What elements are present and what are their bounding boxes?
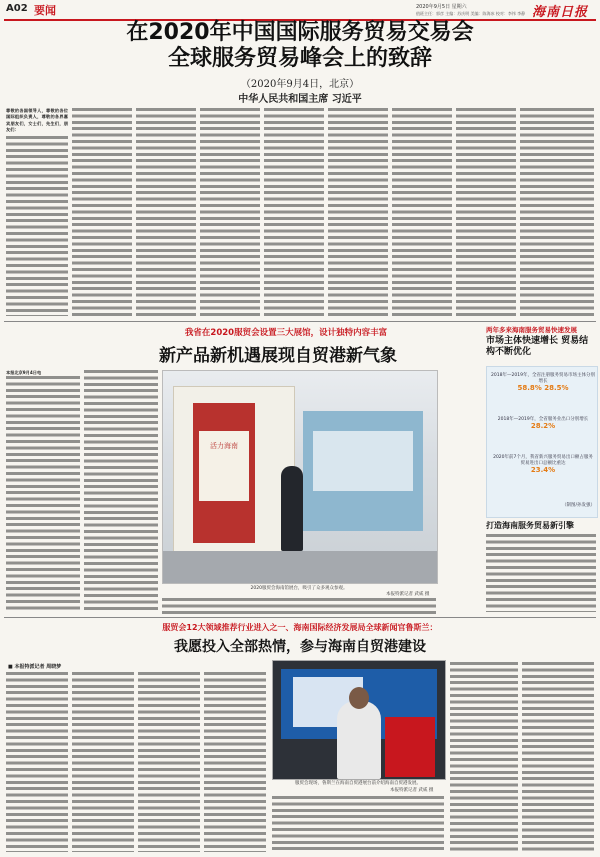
article2-lead: 本报北京9月4日电 [6,370,42,375]
stat-1 [491,373,595,391]
photo1-credit: 本报特派记者 武威 摄 [386,592,430,597]
dateline: 2020年9月5日 星期六 [416,4,467,10]
article3-column-3 [138,672,200,852]
editors-line: 值班主任：郭彦 主编：苏庆明 美编：陈海冰 校对：李纬 李静 [416,11,526,16]
article1-byline: 中华人民共和国主席 习近平 [238,94,362,105]
article3-column-5 [450,662,518,852]
sidebar-title: 市场主体快速增长 贸易结构不断优化 [486,336,589,357]
article3-reporter: ■ 本报特派记者 周晓梦 [8,664,62,670]
article1-column-8 [456,108,516,318]
article1-column-2 [72,108,132,318]
divider [4,321,596,322]
stat-1-label: 2018年—2019年，全省注册服务贸易市场主体分别增长 [491,373,595,384]
article1-column-7 [392,108,452,318]
masthead [4,2,596,21]
divider [4,617,596,618]
photo2-credit: 本报特派记者 武威 摄 [390,788,434,793]
newspaper-logo: 海南日报 [532,5,589,20]
photo-sign: 活力海南 [199,431,249,501]
article3-column-2 [72,672,134,852]
photo-booth-screen [313,431,413,491]
article2-kicker: 我省在2020服贸会设置三大展馆，设计独特内容丰富 [184,328,388,338]
article3-bottom-text [272,796,444,852]
article3-column-6 [522,662,594,852]
stat-3-value: 23.4% [530,466,556,474]
article1-column-9 [520,108,594,318]
article1-headline-line2: 全球服务贸易峰会上的致辞 [167,46,432,71]
text-lines [6,136,68,316]
article3-column-1 [6,672,68,852]
article1-column-1 [6,108,68,318]
article1-column-6 [328,108,388,318]
article1-headline [0,20,600,72]
photo2-caption: 服贸会现场，鲁斯兰在海南自贸港展台前介绍海南自贸港发展。 [295,781,421,786]
photo2-person-head [349,687,369,709]
photo1-caption: 2020服贸会海南馆展台，吸引了众多观众参观。 [250,586,348,591]
stat-2-label: 2018年—2019年，全省服务业出口分别增长 [497,417,589,422]
sidebar-infographic [486,366,598,518]
article1-salutation: 尊敬的各国领导人，尊敬的各位国际组织负责人，尊敬的各界嘉宾朋友们，女士们，先生们，朋友们： [6,108,68,133]
article1-headline-line1: 在2020年中国国际服务贸易交易会 [126,20,474,45]
stat-2-value: 28.2% [530,422,556,430]
sidebar-text [486,534,596,612]
article1-column-3 [136,108,196,318]
article1-column-5 [264,108,324,318]
infographic-source: （制图/孙发强） [561,503,595,508]
article3-column-4 [204,672,266,852]
stat-3-label: 2020年前7个月，我省新兴服务贸易出口额占服务贸易进出口总额比重达 [493,455,593,466]
article3-kicker: 服贸会12大领域推荐行业进入之一、海南国际经济发展局全球新闻官鲁斯兰： [162,623,438,632]
article1-column-4 [200,108,260,318]
article3-headline: 我愿投入全部热情，参与海南自贸港建设 [174,639,426,655]
page-number: A02 [6,3,28,14]
photo2-person [337,701,381,779]
sidebar-subtitle: 打造海南服务贸易新引擎 [486,521,574,530]
text-lines [6,376,80,612]
stat-2 [491,417,595,429]
stat-3 [491,455,595,473]
article2-column-1 [6,370,80,612]
spokesperson-photo [272,660,446,780]
stat-1-value: 58.8% 28.5% [517,384,569,392]
article2-bottom-text [162,598,436,614]
exhibition-photo [162,370,438,584]
sidebar-kicker: 两年多来海南服务贸易快速发展 [486,326,577,334]
photo2-banner [385,717,435,777]
article1-date: （2020年9月4日，北京） [240,79,360,90]
article2-headline: 新产品新机遇展现自贸港新气象 [159,346,397,366]
section-title: 要闻 [34,4,56,17]
photo-visitor [281,466,303,551]
photo-floor [163,551,437,583]
article2-column-2 [84,370,158,612]
